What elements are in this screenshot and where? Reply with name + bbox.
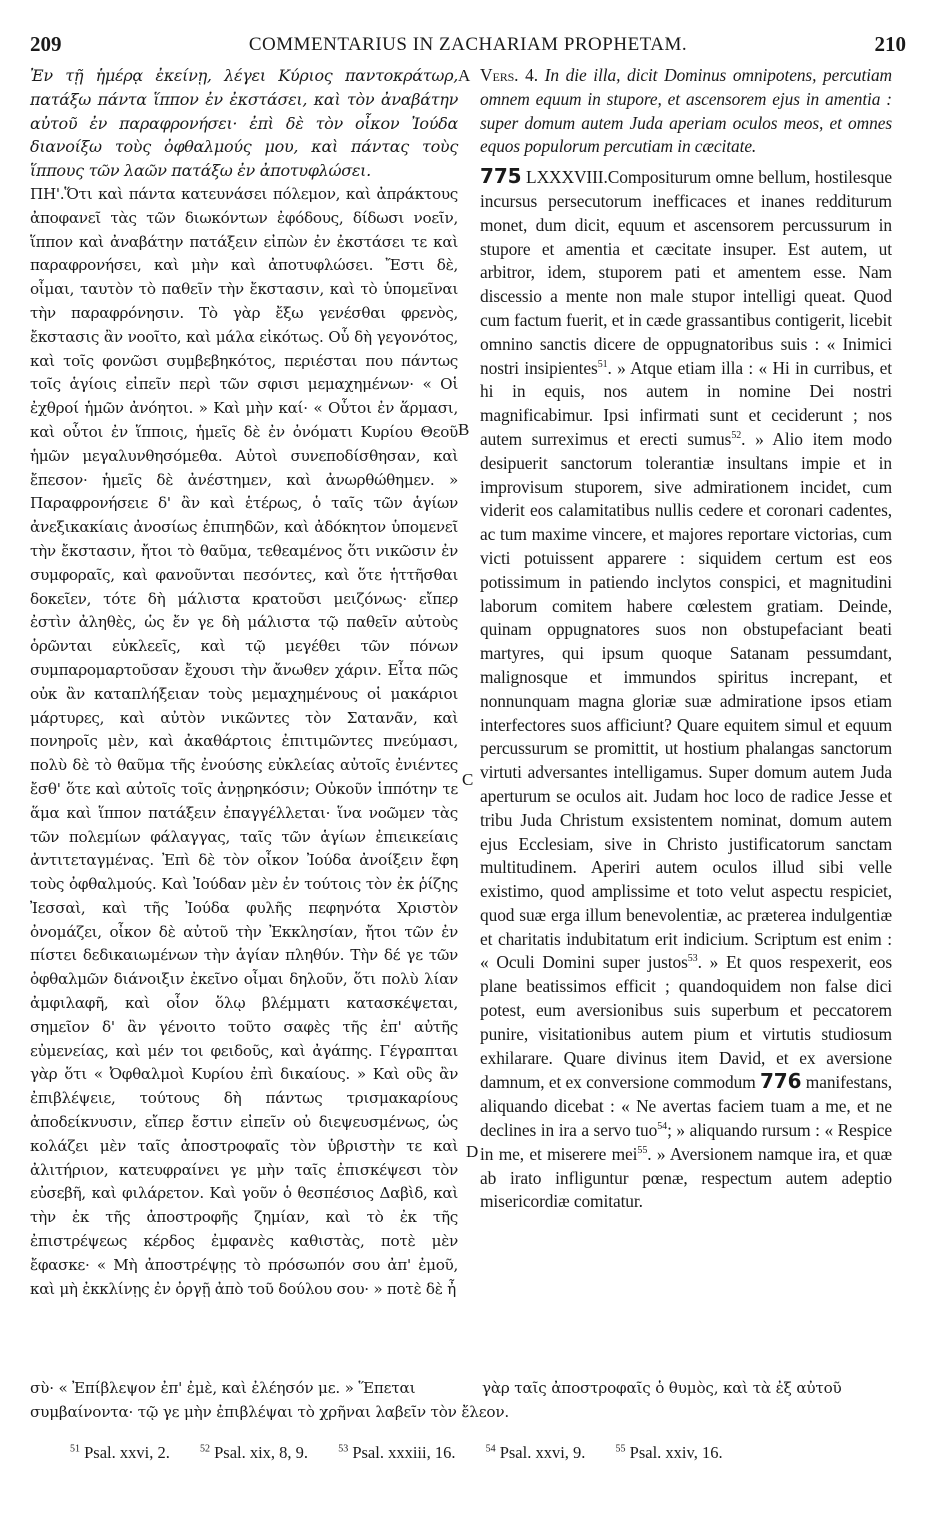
footnote-number: 51 [70,1443,80,1455]
latin-commentary-part: . » Et quos respexerit, eos plane beatissimos efficit ; quandoquidem non false dici potest, eum aversionibus suis superbum et peccatorem punire, visitationibus autem pium et virtutis studiosum exhilarare. Quare divinus item David, et ex aversione damnum, et ex conversione commodum [480,952,893,1093]
margin-letter-b: B [458,420,470,439]
latin-commentary [480,165,892,1214]
latin-commentary-part: manifestans, aliquando dicebat : « Ne avertas faciem tuam a me, et ne declines in ira a servo tuo [480,1072,892,1141]
greek-continuation-right: γὰρ ταῖς ἀποστροφαῖς ὁ θυμὸς, καὶ τὰ ἐξ αὐτοῦ [482,1379,842,1397]
latin-lemma-paragraph [480,64,892,159]
footnote-text: Psal. xxvi, 9. [499,1443,586,1462]
latin-verse-label: Vers. 4. [480,65,538,85]
footnote-number: 55 [615,1443,626,1455]
latin-lemma: In die illa, dicit Dominus omnipotens, percutiam omnem equum in stupore, et ascensorem ejus in amentia : super domum autem Juda aperiam oculos meos, et omnes equos populorum percutiam in cæcitate. [480,65,892,157]
footnotes [70,1443,870,1463]
greek-column [30,64,458,1301]
footnote [70,1443,170,1462]
latin-commentary-part: ; » aliquando rursum : « Respice in me, et miserere mei [480,1120,892,1164]
footnote-ref: 55 [637,1145,648,1157]
footnote-ref: 52 [731,430,742,442]
latin-commentary-part: . » Aversionem namque ira, et quæ ab irato infliguntur pœnæ, respectum autem adeptio misericordiæ comitatur. [480,1143,893,1212]
footnote [616,1443,723,1462]
greek-continuation-left: σὺ· « Ἐπίβλεψον ἐπ' ἐμὲ, καὶ ἐλέησόν με. » Ἕπεται [30,1379,416,1397]
footnote-text: Psal. xix, 8, 9. [214,1443,309,1462]
footnote [486,1443,586,1462]
margin-letter-c: C [462,770,474,789]
greek-lemma: Ἐν τῇ ἡμέρᾳ ἐκείνῃ, λέγει Κύριος παντοκράτωρ, πατάξω πάντα ἵππον ἐν ἐκστάσει, καὶ τὸν ἀναβάτην αὐτοῦ ἐν παραφρονήσει· ἐπὶ δὲ τὸν οἶκον Ἰούδα διανοίξω τοὺς ὀφθαλμούς μου, καὶ πάντας τοὺς ἵππους τῶν λαῶν πατάξω ἐν ἀποτυφλώσει. [30,66,458,181]
latin-commentary-part: . » Alio item modo desipuerit sanctorum tolerantiæ insultans impie et in improvisum stuporem, sive admirationem incidet, cum viderit eos calamitatibus nullis cedere et coronari cadentes, ac tum maxime vincere, et majores reportare victorias, cum victi potuissent apparere : siquidem certum est eos potissimum in patiendo inclytos conspici, et magnitudini laborum comitem habere cœlestem gratiam. Deinde, quinam oppugnatores suos non obstupefaciant beati martyres, qui ipsum quoque Satanam pessumdant, malignosque et immundos spiritus increpant, et nonnunquam magna gloriæ suæ admiratione ipsos etiam interfectores suos afficiunt? Quare equitem simul et equum percussurum se promittit, ut hostium phalangas sanctorum virtuti adversantes intelligamus. Super domum autem Juda aperturum se oculos ait. Judam hoc loco de radice Jesse et tribu Juda Christum exsistentem nominat, domum autem ejus Ecclesiam, sive in Christo justificatorum sanctam multitudinem. Aperiri autem oculos illud sibi velle existimo, quod amplissime et toto velut aspectu respiciet, quod suæ erga illum benevolentiæ, ac præterea indulgentiæ et charitatis indubitatum erit indicium. Scriptum est enim : « Oculi Domini super justos [480,428,892,973]
greek-continuation-line-2: συμβαίνοντα· τῷ γε μὴν ἐπιβλέψαι τὸ χρῆναι λαβεῖν τὸν ἔλεον. [30,1403,509,1421]
footnote-ref: 51 [597,358,608,370]
latin-column [480,64,892,1214]
latin-commentary-part: Compositurum omne bellum, hostilesque incursus persecutorum inefficaces et inanes redditurum monet, dum dicit, equum et ascensorem percussurum in stupore et amentia et cæcitate insuper. Est autem, ut arbitror, idem, stuporem pati et amentem esse. Nam discessio a mente non male stupor intelligi queat. Quod cum factum fuerit, et in cæde grassantibus contigerit, licebit omnino sanctis dicere de oppugnatoribus suis : « Inimici nostri insipientes [480,167,892,378]
latin-commentary-part: . » Atque etiam illa : « Hi in curribus, et hi in equis, nos autem in nomine Dei nostri magnificabimur. Ipsi infirmati sunt et ceciderunt ; nos autem surreximus et erecti sumus [480,357,892,449]
footnote-ref: 53 [687,953,698,965]
footnote-number: 53 [338,1443,349,1455]
column-number-775: 775 [480,164,522,189]
footnote [338,1443,455,1462]
margin-letter-a: A [458,66,471,85]
greek-section-number: ΠΗ'. [30,184,65,203]
page-number-left: 209 [30,32,62,56]
footnote-number: 54 [485,1443,496,1455]
footnote-text: Psal. xxxiii, 16. [352,1443,456,1462]
margin-letter-d: D [466,1142,479,1161]
footnote [200,1443,308,1462]
page-title: COMMENTARIUS IN ZACHARIAM PROPHETAM. [248,34,688,55]
running-header [30,32,906,62]
page-number-right: 210 [874,32,906,56]
column-number-776: 776 [759,1069,802,1094]
footnote-text: Psal. xxiv, 16. [629,1443,723,1462]
footnote-number: 52 [199,1443,210,1455]
greek-commentary [30,183,458,1301]
greek-commentary-text: Ὅτι καὶ πάντα κατευνάσει πόλεμον, καὶ ἀπράκτους ἀποφανεῖ τὰς τῶν διωκόντων ἐφόδους, δίδωσι νοεῖν, ἵππον καὶ ἀναβάτην πατάξειν εἰπὼν ἐν ἐκστάσει τε καὶ παραφρονήσει, καὶ μὴν καὶ ἀποτυφλώσει. Ἔστι δὲ, οἶμαι, ταυτὸν τὸ παθεῖν τὴν ἔκστασιν, καὶ τὸ ὑπομεῖναι τὴν παραφρόνησιν. Τὸ γὰρ ἔξω γενέσθαι φρενὸς, ἔκστασις ἂν νοοῖτο, καὶ μάλα εἰκότως. Οὗ δὴ γεγονότος, καὶ τοῖς φονῶσι συμβεβηκότος, περιέσται που πάντως τοῖς ἁγίοις εἰπεῖν περὶ τῶν σφισι μεμαχημένων· « Οἱ ἐχθροί ἡμῶν ἀνόητοι. » Καὶ μὴν καί· « Οὗτοι ἐν ἅρμασι, καὶ οὗτοι ἐν ἵπποις, ἡμεῖς δὲ ἐν ὀνόματι Κυρίου Θεοῦ ἡμῶν μεγαλυνθησόμεθα. Αὐτοὶ συνεποδίσθησαν, καὶ ἔπεσον· ἡμεῖς δὲ ἀνέστημεν, καὶ ἀνωρθώθημεν. » Παραφρονήσειε δ' ἂν καὶ ἑτέρως, ὁ ταῖς τῶν ἁγίων ἀνεξικακίαις ἀνοσίως ἐπιπηδῶν, καὶ ἀδόκητον ὑπομενεῖ τὴν ἔκστασιν, ἤτοι τὸ θαῦμα, τεθεαμένος ὅτι νικῶσιν ἐν συμφοραῖς, καὶ φανοῦνται πεσόντες, καὶ ὅτε ἡττῆσθαι δοκεῖεν, τότε δὴ μάλιστα κρατοῦσι μειζόνως· εἴπερ ἐστὶν ἀληθὲς, ὡς ἔν γε δὴ μάλιστα τῷ παθεῖν αὐτοὺς ὁρῶνται εὐκλεεῖς, καὶ τῷ μεγέθει τῶν πόνων συμπαρομαρτοῦσαν ἔχουσι τὴν ἄνωθεν χάριν. Εἶτα πῶς οὐκ ἂν καταπλήξειαν τοὺς μεμαχημένους οἱ μακάριοι μάρτυρες, καὶ αὐτὸν νικῶντες τὸν Σατανᾶν, καὶ πονηροῖς μὲν, καὶ ἀκαθάρτοις ἐπιτιμῶντες πνεύμασι, πολὺ δὲ τὸ θαῦμα τῆς ἐνούσης εὐκλείας αὐτοῖς ἐνιέντες ἔσθ' ὅτε καὶ αὐτοῖς τοῖς ἀνῃρηκόσιν; Οὐκοῦν ἱππότην τε ἅμα καὶ ἵππον πατάξειν ἐπαγγέλλεται· ἵνα νοῶμεν τὰς τῶν πολεμίων φάλαγγας, ταῖς τῶν ἁγίων ἐπιεικείαις ἀντιτεταγμένας. Ἐπὶ δὲ τὸν οἶκον Ἰούδα ἀνοίξειν ἔφη τοὺς ὀφθαλμούς. Καὶ Ἰούδαν μὲν ἐν τούτοις τὸν ἐκ ῥίζης Ἰεσσαὶ, καὶ τῆς Ἰούδα φυλῆς πεφηνότα Χριστὸν ὀνομάζει, οἶκον δὲ αὐτοῦ τὴν Ἐκκλησίαν, ἤτοι τῶν ἐν πίστει δεδικαιωμένων τὴν ἁγίαν πληθύν. Τὴν δέ γε τῶν ὀφθαλμῶν διάνοιξιν ἐκεῖνο οἶμαι δηλοῦν, ὅτι πολὺ λίαν ἀμφιλαφῆ, καὶ οἷον ὅλῳ βλέμματι κατασκέψεται, σημεῖον δ' ἂν γένοιτο τοῦτο σαφὲς τῆς ἐπ' αὐτῆς εὐμενείας, καὶ μέν τοι φειδοῦς, καὶ ἀγάπης. Γέγραπται γὰρ ὅτι « Ὀφθαλμοὶ Κυρίου ἐπὶ δικαίους. » Καὶ οὓς ἂν ἐπιβλέψειε, τούτους δὴ πάντως τρισμακαρίους ἀποδείκνυσιν, εἴπερ ἔστιν εἰπεῖν οὐ διεψευσμένως, ὡς κολάζει μὲν ταῖς ἀποστροφαῖς τὸν ὑβριστὴν τε καὶ ἀλιτήριον, κατευφραίνει γε μὴν ταῖς ἐπισκέψεσι τὸν εὐσεβῆ, καὶ φιλάρετον. Καὶ γοῦν ὁ θεσπέσιος Δαβὶδ, καὶ τὴν ἐκ τῆς ἀποστροφῆς ζημίαν, καὶ τὸ ἐκ τῆς ἐπιστρέψεως κέρδος ἐμφανὲς καθιστὰς, ποτὲ μὲν ἔφασκε· « Μὴ ἀποστρέψῃς τὸ πρόσωπόν σου ἀπ' ἐμοῦ, καὶ μὴ ἐκκλίνῃς ἐν ὀργῇ ἀπὸ τοῦ δούλου σου· » ποτὲ δὲ ἦ [30,184,458,1298]
footnote-ref: 54 [657,1121,668,1133]
footnote-text: Psal. xxvi, 2. [84,1443,170,1462]
latin-section-number: LXXXVIII. [526,167,608,188]
